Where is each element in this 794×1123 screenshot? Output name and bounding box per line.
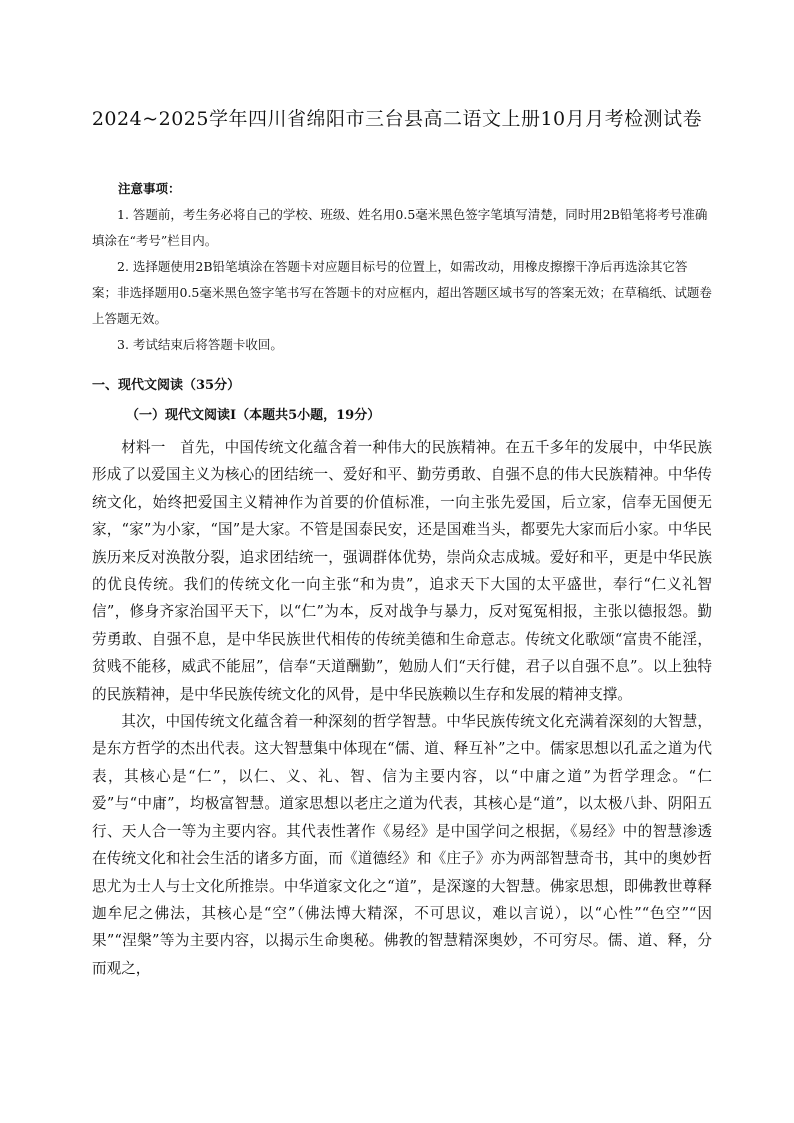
- notice-section: [92, 176, 712, 358]
- page-title: 2024~2025学年四川省绵阳市三台县高二语文上册10月月考检测试卷: [91, 108, 703, 130]
- notice-item-2: 2. 选择题使用2B铅笔填涂在答题卡对应题目标号的位置上，如需改动，用橡皮擦擦干净后再选涂其它答案；非选择题用0.5毫米黑色签字笔书写在答题卡的对应框内，超出答题区域书写的答案无效；在草稿纸、试题卷上答题无效。: [92, 259, 712, 326]
- subsection-heading: （一）现代文阅读Ⅰ（本题共5小题，19分）: [126, 408, 381, 423]
- paragraph-2: 其次，中国传统文化蕴含着一种深刻的哲学智慧。中华民族传统文化充满着深刻的大智慧，是东方哲学的杰出代表。这大智慧集中体现在“儒、道、释互补”之中。儒家思想以孔孟之道为代表，其核心是“仁”，以仁、义、礼、智、信为主要内容，以“中庸之道”为哲学理念。“仁爱”与“中庸”，均极富智慧。道家思想以老庄之道为代表，其核心是“道”，以太极八卦、阴阳五行、天人合一等为主要内容。其代表性著作《易经》是中国学问之根据，《易经》中的智慧渗透在传统文化和社会生活的诸多方面，而《道德经》和《庄子》亦为两部智慧奇书，其中的奥妙哲思尤为士人与士文化所推崇。中华道家文化之“道”，是深邃的大智慧。佛家思想，即佛教世尊释迦牟尼之佛法，其核心是“空”（佛法博大精深，不可思议，难以言说），以“心性”“色空”“因果”“涅槃”等为主要内容，以揭示生命奥秘。佛教的智慧精深奥妙，不可穷尽。儒、道、释，分而观之，: [92, 713, 712, 977]
- notice-heading: 注意事项：: [118, 181, 181, 196]
- article-body: [92, 434, 712, 982]
- section-heading: 一、现代文阅读（35分）: [92, 378, 241, 393]
- notice-item-1: 1. 答题前，考生务必将自己的学校、班级、姓名用0.5毫米黑色签字笔填写清楚，同时用2B铅笔将考号准确填涂在“考号”栏目内。: [92, 207, 708, 248]
- notice-item-3: 3. 考试结束后将答题卡收回。: [117, 337, 283, 352]
- paragraph-1: 材料一 首先，中国传统文化蕴含着一种伟大的民族精神。在五千多年的发展中，中华民族形成了以爱国主义为核心的团结统一、爱好和平、勤劳勇敢、自强不息的伟大民族精神。中华传统文化，始终把爱国主义精神作为首要的价值标准，一向主张先爱国，后立家，信奉无国便无家，“家”为小家，“国”是大家。不管是国泰民安，还是国难当头，都要先大家而后小家。中华民族历来反对涣散分裂，追求团结统一，强调群体优势，崇尚众志成城。爱好和平，更是中华民族的优良传统。我们的传统文化一向主张“和为贵”，追求天下大国的太平盛世，奉行“仁义礼智信”，修身齐家治国平天下，以“仁”为本，反对战争与暴力，反对冤冤相报，主张以德报怨。勤劳勇敢、自强不息，是中华民族世代相传的传统美德和生命意志。传统文化歌颂“富贵不能淫，贫贱不能移，威武不能屈”，信奉“天道酬勤”，勉励人们“天行健，君子以自强不息”。以上独特的民族精神，是中华民族传统文化的风骨，是中华民族赖以生存和发展的精神支撑。: [92, 439, 712, 703]
